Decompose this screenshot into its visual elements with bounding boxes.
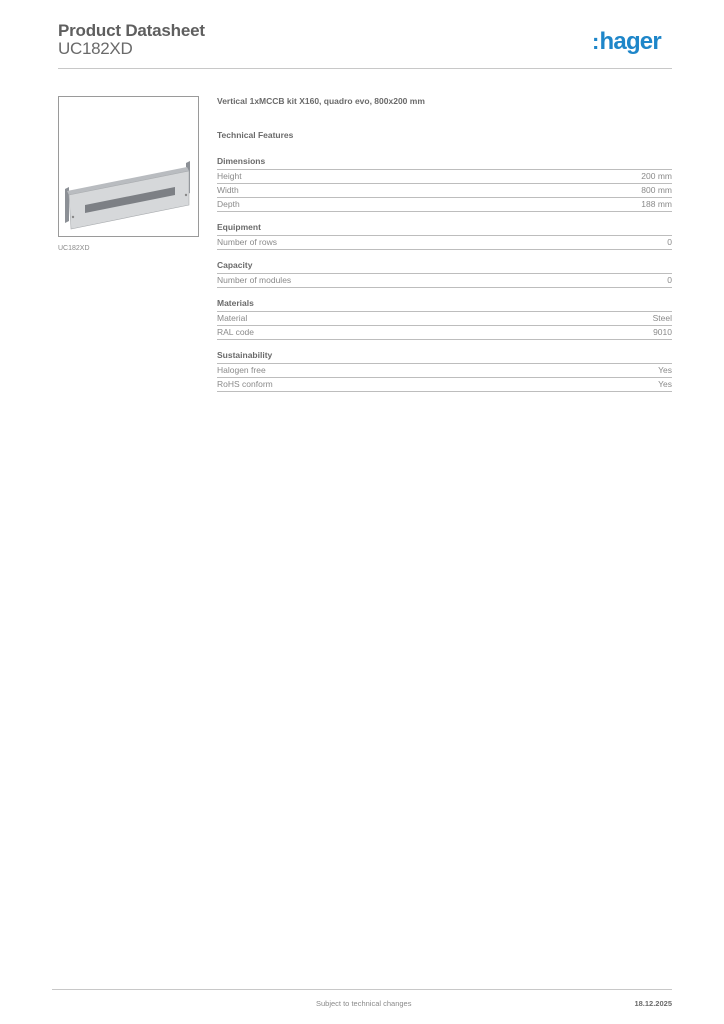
section-title: Materials	[217, 298, 672, 312]
product-code: UC182XD	[58, 39, 133, 58]
section-materials	[217, 298, 672, 340]
spec-value: 188 mm	[641, 199, 672, 209]
product-details	[217, 96, 672, 392]
spec-label: Number of modules	[217, 275, 292, 285]
spec-row	[217, 274, 672, 288]
hager-logo	[592, 28, 661, 56]
footer-divider	[52, 989, 672, 990]
spec-row	[217, 326, 672, 340]
footer-note: Subject to technical changes	[316, 999, 412, 1008]
spec-row	[217, 364, 672, 378]
spec-label: RAL code	[217, 327, 255, 337]
section-equipment	[217, 222, 672, 250]
spec-label: Halogen free	[217, 365, 266, 375]
spec-row	[217, 312, 672, 326]
spec-row	[217, 184, 672, 198]
logo-colon: :	[592, 29, 599, 54]
spec-value: Yes	[658, 365, 672, 375]
product-description: Vertical 1xMCCB kit X160, quadro evo, 800x200 mm	[217, 96, 425, 106]
spec-row	[217, 236, 672, 250]
spec-row	[217, 378, 672, 392]
spec-value: Yes	[658, 379, 672, 389]
spec-value: 800 mm	[641, 185, 672, 195]
header-divider	[58, 68, 672, 69]
logo-text: hager	[599, 28, 661, 55]
spec-row	[217, 198, 672, 212]
product-image	[58, 96, 199, 237]
spec-label: Number of rows	[217, 237, 277, 247]
section-title: Sustainability	[217, 350, 672, 364]
spec-label: RoHS conform	[217, 379, 273, 389]
technical-features-title: Technical Features	[217, 130, 294, 140]
spec-value: Steel	[652, 313, 672, 323]
spec-value: 0	[667, 275, 672, 285]
footer-date: 18.12.2025	[634, 999, 672, 1008]
spec-value: 9010	[653, 327, 672, 337]
product-panel-illustration	[59, 97, 198, 236]
section-sustainability	[217, 350, 672, 392]
spec-label: Width	[217, 185, 239, 195]
spec-value: 0	[667, 237, 672, 247]
section-dimensions	[217, 156, 672, 212]
spec-label: Height	[217, 171, 242, 181]
page-title: Product Datasheet	[58, 21, 205, 40]
spec-label: Depth	[217, 199, 240, 209]
image-caption: UC182XD	[58, 245, 90, 252]
spec-row	[217, 170, 672, 184]
section-capacity	[217, 260, 672, 288]
spec-label: Material	[217, 313, 248, 323]
spec-value: 200 mm	[641, 171, 672, 181]
section-title: Capacity	[217, 260, 672, 274]
section-title: Dimensions	[217, 156, 672, 170]
section-title: Equipment	[217, 222, 672, 236]
